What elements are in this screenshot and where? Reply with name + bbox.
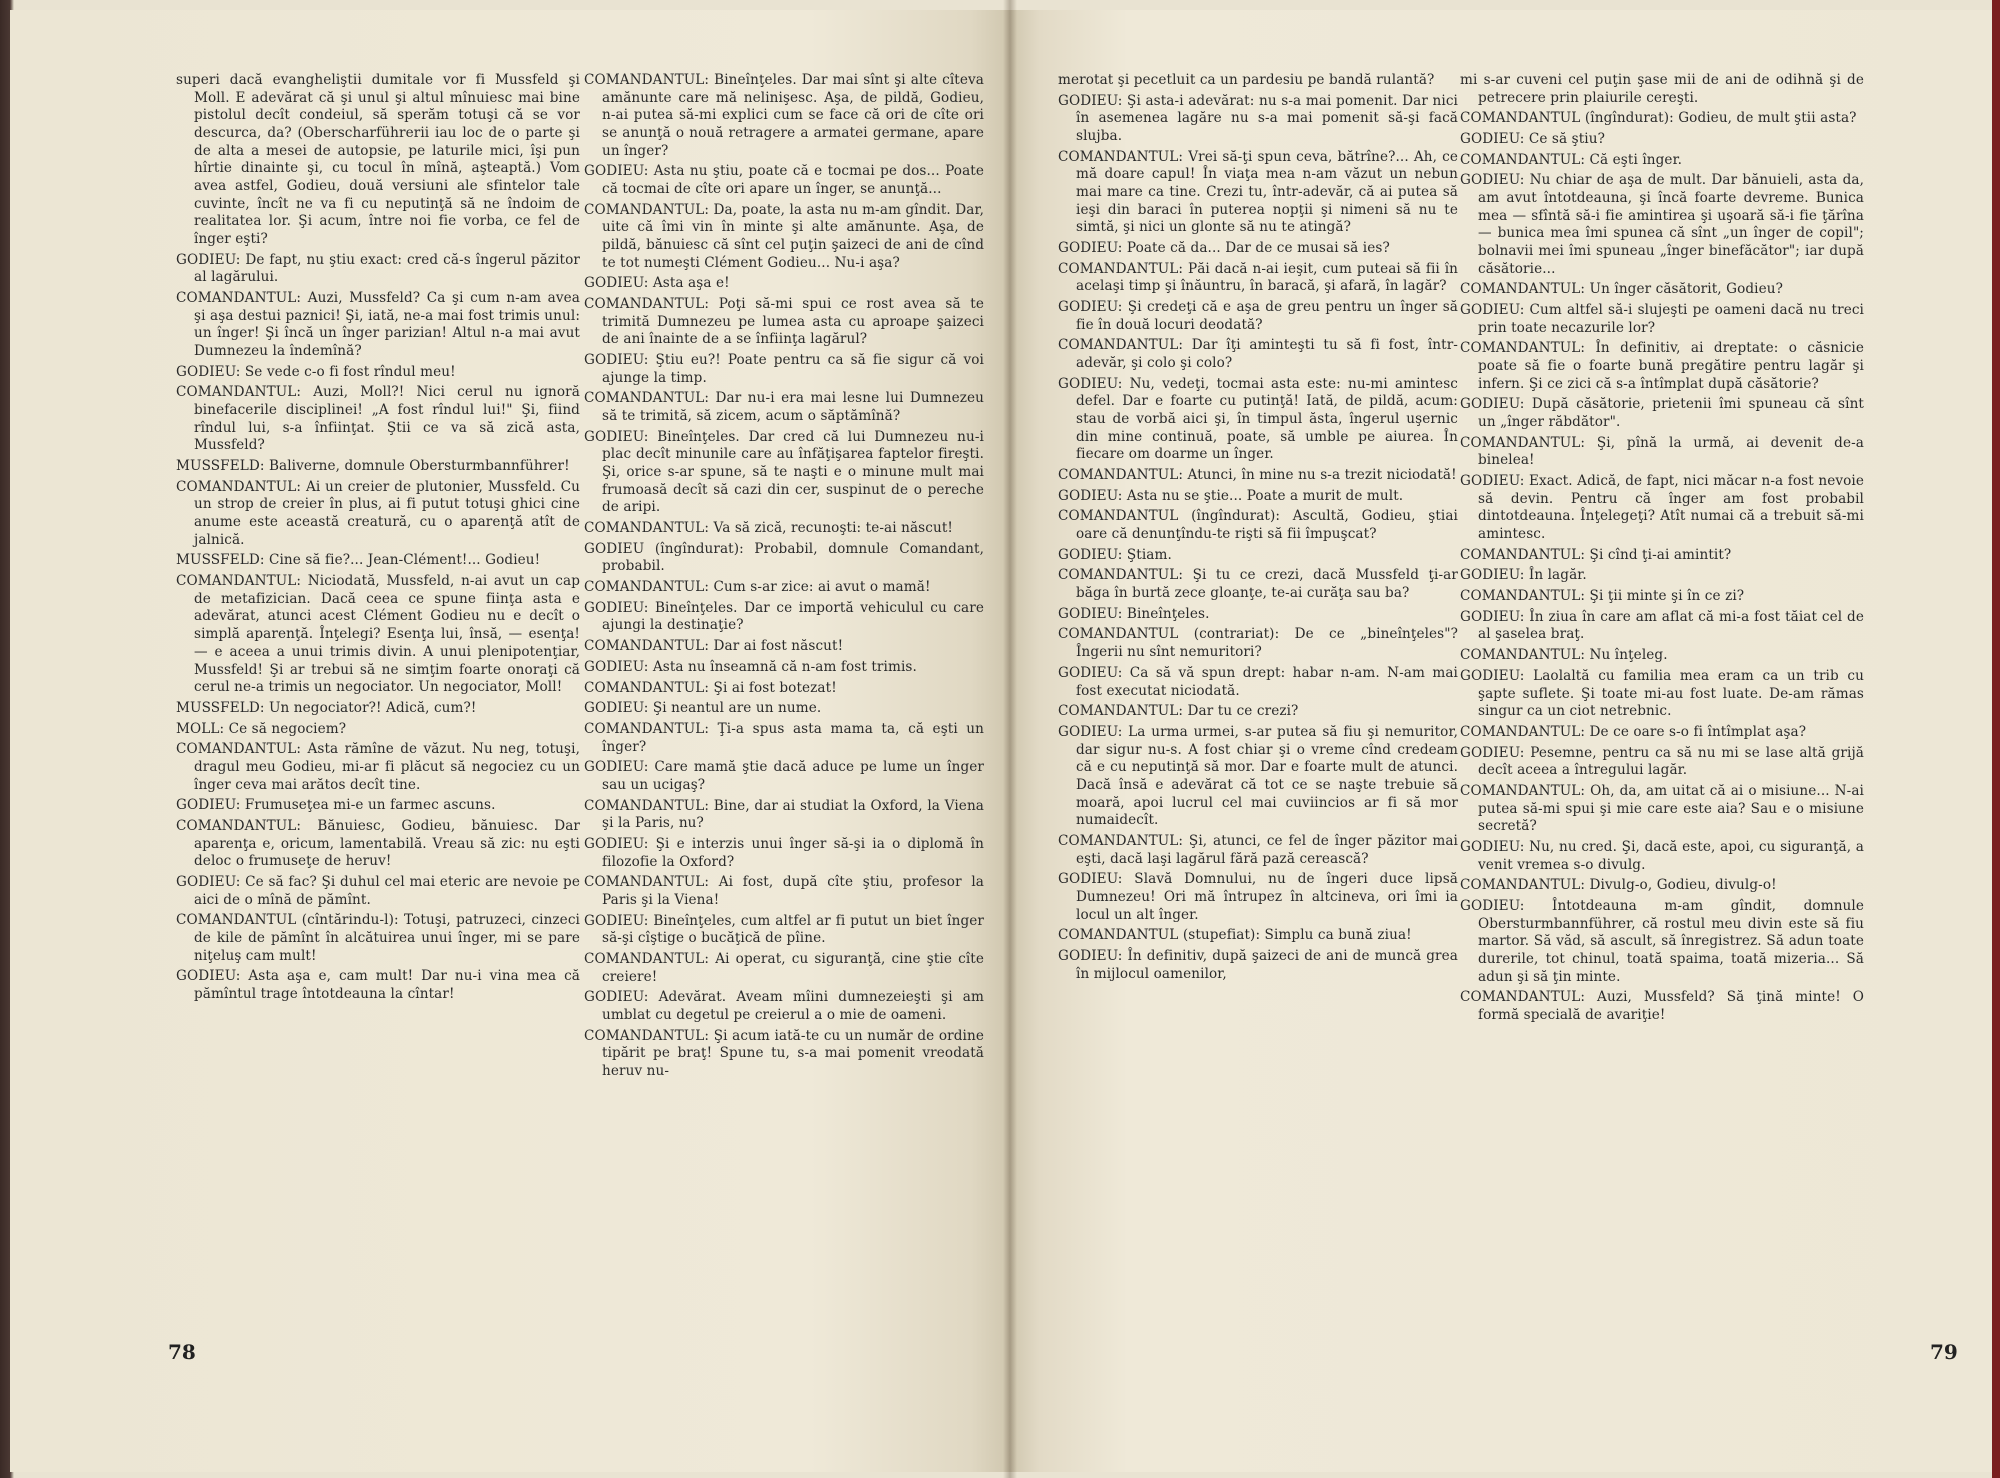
dialogue-paragraph: GODIEU: Şi e interzis unui înger să-şi ia o diplomă în filozofie la Oxford? <box>584 835 984 870</box>
dialogue-paragraph: GODIEU: Asta aşa e! <box>584 275 730 292</box>
dialogue-paragraph: COMANDANTUL: Bănuiesc, Godieu, bănuiesc. Dar aparenţa e, oricum, lamentabilă. Vreau să zic: nu eşti deloc o frumuseţe de heruv! <box>176 817 580 870</box>
dialogue-paragraph: GODIEU: Asta nu înseamnă că n-am fost trimis. <box>584 658 917 675</box>
dialogue-paragraph: GODIEU: Asta aşa e, cam mult! Dar nu-i vina mea că pămîntul trage întotdeauna la cîntar! <box>176 968 580 1002</box>
dialogue-paragraph: GODIEU: Bineînţeles, cum altfel ar fi putut un biet înger să-şi cîştige o bucăţică de pîine. <box>584 912 984 947</box>
dialogue-paragraph: COMANDANTUL: Şi acum iată-te cu un număr de ordine tipărit pe braţ! Spune tu, s-a mai pomenit vreodată heruv nu- <box>584 1027 984 1079</box>
dialogue-paragraph: GODIEU: Slavă Domnului, nu de îngeri duce lipsă Dumnezeu! Ori mă întrupez în altcineva, ori îmi ia locul un alt înger. <box>1058 871 1458 923</box>
dialogue-paragraph: COMANDANTUL: Un înger căsătorit, Godieu? <box>1460 281 1784 298</box>
dialogue-paragraph: COMANDANTUL: Şi, atunci, ce fel de înger păzitor mai eşti, dacă laşi lagărul fără pază cerească? <box>1058 832 1458 867</box>
dialogue-paragraph: GODIEU: Cum altfel să-i slujeşti pe oameni dacă nu treci prin toate necazurile lor? <box>1460 302 1864 336</box>
dialogue-paragraph: COMANDANTUL: De ce oare s-o fi întîmplat aşa? <box>1460 723 1807 740</box>
dialogue-paragraph: GODIEU: Pesemne, pentru ca să nu mi se lase altă grijă decît aceea a întregului lagăr. <box>1460 744 1864 779</box>
dialogue-paragraph: GODIEU: Care mamă ştie dacă aduce pe lume un înger sau un ucigaş? <box>584 759 984 793</box>
text-column-1 <box>176 72 580 1007</box>
dialogue-paragraph: MUSSFELD: Cine să fie?... Jean-Clément!... Godieu! <box>176 552 541 569</box>
text-column-3 <box>1058 72 1458 986</box>
dialogue-paragraph: GODIEU: Exact. Adică, de fapt, nici măcar n-a fost nevoie să devin. Pentru că înger am fost probabil dintotdeauna. Înţelegeţi? Atît numai că a trebuit să-mi amintesc. <box>1460 473 1864 543</box>
dialogue-paragraph: COMANDANTUL: Atunci, în mine nu s-a trezit niciodată! <box>1058 467 1457 484</box>
dialogue-paragraph: GODIEU: Întotdeauna m-am gîndit, domnule Obersturmbannführer, că rostul meu divin este să fiu martor. Să văd, să ascult, să înregistrez. Să adun toate durerile, tot chinul, toată spaima, toată mizeria... Să adun şi să ţin minte. <box>1460 897 1864 985</box>
dialogue-paragraph: superi dacă evangheliştii dumitale vor fi Mussfeld şi Moll. E adevărat că şi unul şi altul mînuiesc mai bine pistolul decît condeiul, să sperăm totuşi că se vor descurca, da? (Oberscharführerii iau loc de o parte şi de alta a mesei de autopsie, pe laturile mici, îşi pun hîrtie dinainte şi, cu tocul în mînă, aşteaptă.) Vom avea astfel, Godieu, două versiuni ale sfintelor tale cuvinte, încît ne va fi cu neputinţă să ne îndoim de realitatea lor. Şi acum, între noi fie vorba, ce fel de înger eşti? <box>176 72 580 248</box>
dialogue-paragraph: COMANDANTUL: Auzi, Mussfeld? Ca şi cum n-am avea şi aşa destui paznici! Şi, iată, ne-a mai fost trimis unul: un înger! Şi încă un înger parizian! Altul n-a mai avut Dumnezeu la îndemînă? <box>176 290 580 360</box>
dialogue-paragraph: COMANDANTUL: Ai fost, după cîte ştiu, profesor la Paris şi la Viena! <box>584 874 984 908</box>
dialogue-paragraph: COMANDANTUL: Bine, dar ai studiat la Oxford, la Viena şi la Paris, nu? <box>584 797 984 832</box>
dialogue-paragraph: COMANDANTUL (îngîndurat): Ascultă, Godieu, ştiai oare că denunţîndu-te rişti să fii împuşcat? <box>1058 508 1458 543</box>
dialogue-paragraph: GODIEU: După căsătorie, prietenii îmi spuneau că sînt un „înger răbdător". <box>1460 396 1864 431</box>
dialogue-paragraph: COMANDANTUL: Şi ţii minte şi în ce zi? <box>1460 588 1745 605</box>
dialogue-paragraph: COMANDANTUL (îngîndurat): Godieu, de mult ştii asta? <box>1460 110 1857 127</box>
dialogue-paragraph: COMANDANTUL: Nu înţeleg. <box>1460 647 1668 664</box>
dialogue-paragraph: COMANDANTUL: Auzi, Moll?! Nici cerul nu ignoră binefacerile disciplinei! „A fost rîndul lui!" Şi, fiind rîndul lui, s-a înfiinţat. Ştii ce va să zică asta, Mussfeld? <box>176 384 580 454</box>
left-page <box>10 10 1010 1472</box>
dialogue-paragraph: GODIEU (îngîndurat): Probabil, domnule Comandant, probabil. <box>584 540 984 575</box>
dialogue-paragraph: COMANDANTUL: Ţi-a spus asta mama ta, că eşti un înger? <box>584 720 984 755</box>
dialogue-paragraph: GODIEU: La urma urmei, s-ar putea să fiu şi nemuritor, dar sigur nu-s. A fost chiar şi o vreme cînd credeam că e cu neputinţă să mor. Dar e foarte mult de atunci. Dacă însă e adevărat că tot ce se naşte trebuie să moară, apoi lucrul cel mai cuviincios ar fi să mor numaidecît. <box>1058 723 1458 829</box>
dialogue-paragraph: COMANDANTUL: Ai un creier de plutonier, Mussfeld. Cu un strop de creier în plus, ai fi putut totuşi ghici cine anume este această creatură, cu o aparenţă atît de jalnică. <box>176 478 580 548</box>
dialogue-paragraph: COMANDANTUL: Vrei să-ţi spun ceva, bătrîne?... Ah, ce mă doare capul! În viaţa mea n-am văzut un nebun mai mare ca tine. Crezi tu, într-adevăr, că ai putea să ieşi din baraci în puterea nopţii şi nimeni să nu te simtă, şi nici un glonte să nu te atingă? <box>1058 148 1458 236</box>
dialogue-paragraph: GODIEU: Ştiam. <box>1058 546 1172 563</box>
dialogue-paragraph: GODIEU: Poate că da... Dar de ce musai să ies? <box>1058 240 1390 257</box>
dialogue-paragraph: GODIEU: Adevărat. Aveam mîini dumnezeieşti şi am umblat cu degetul pe creierul a o mie de oameni. <box>584 989 984 1023</box>
dialogue-paragraph: COMANDANTUL: Ai operat, cu siguranţă, cine ştie cîte creiere! <box>584 950 984 985</box>
dialogue-paragraph: GODIEU: Şi asta-i adevărat: nu s-a mai pomenit. Dar nici în asemenea lagăre nu s-a mai pomenit să-şi facă slujba. <box>1058 92 1458 145</box>
dialogue-paragraph: GODIEU: În lagăr. <box>1460 567 1587 584</box>
dialogue-paragraph: COMANDANTUL: Asta rămîne de văzut. Nu neg, totuşi, dragul meu Godieu, mi-ar fi plăcut să negociez cu un înger ceva mai arătos decît tine. <box>176 741 580 793</box>
dialogue-paragraph: COMANDANTUL: Păi dacă n-ai ieşit, cum puteai să fii în acelaşi timp şi înăuntru, în baracă, şi afară, în lagăr? <box>1058 260 1458 295</box>
dialogue-paragraph: COMANDANTUL: Da, poate, la asta nu m-am gîndit. Dar, uite că îmi vin în minte şi alte amănunte. Aşa, de pildă, bănuiesc că sînt cel puţin şaizeci de ani de cînd te tot numeşti Clément Godieu... Nu-i aşa? <box>584 201 984 271</box>
dialogue-paragraph: COMANDANTUL: Divulg-o, Godieu, divulg-o! <box>1460 877 1777 894</box>
dialogue-paragraph: GODIEU: Şi neantul are un nume. <box>584 700 822 717</box>
dialogue-paragraph: COMANDANTUL: Cum s-ar zice: ai avut o mamă! <box>584 579 931 596</box>
dialogue-paragraph: COMANDANTUL: Şi, pînă la urmă, ai devenit de-a binelea! <box>1460 434 1864 469</box>
dialogue-paragraph: MUSSFELD: Baliverne, domnule Obersturmbannführer! <box>176 458 570 475</box>
dialogue-paragraph: COMANDANTUL (stupefiat): Simplu ca bună ziua! <box>1058 927 1412 944</box>
dialogue-paragraph: GODIEU: Nu, vedeţi, tocmai asta este: nu-mi amintesc defel. Dar e foarte cu putinţă! Iată, de pildă, acum: stau de vorbă aici şi, în timpul ăsta, îngerul uşernic din mine continuă, poate, să umble pe aiurea. În fiecare om doarme un înger. <box>1058 375 1458 463</box>
dialogue-paragraph: COMANDANTUL: Dar ai fost născut! <box>584 638 844 655</box>
dialogue-paragraph: MUSSFELD: Un negociator?! Adică, cum?! <box>176 699 477 716</box>
dialogue-paragraph: COMANDANTUL: În definitiv, ai dreptate: o căsnicie poate să fie o foarte bună pregătire pentru lagăr şi infern. Şi ce zici că s-a întîmplat după căsătorie? <box>1460 340 1864 392</box>
dialogue-paragraph: COMANDANTUL: Niciodată, Mussfeld, n-ai avut un cap de metafizician. Dacă ceea ce spune fiinţa asta e adevărat, atunci acest Clément Godieu nu e decît o simplă aparenţă. Înţelegi? Esenţa lui, însă, — esenţa! — e aceea a unui trimis divin. A unui plenipotenţiar, Mussfeld! Şi ar trebui să ne simţim foarte onoraţi că cerul ne-a trimis un negociator. Un negociator, Moll! <box>176 573 580 696</box>
dialogue-paragraph: mi s-ar cuveni cel puţin şase mii de ani de odihnă şi de petrecere prin plaiurile cereşti. <box>1460 72 1864 106</box>
dialogue-paragraph: GODIEU: Laolaltă cu familia mea eram ca un trib cu şapte suflete. Şi toate mi-au fost luate. De-am rămas singur ca un ciot netrebnic. <box>1460 667 1864 720</box>
dialogue-paragraph: GODIEU: Frumuseţea mi-e un farmec ascuns. <box>176 797 496 814</box>
dialogue-paragraph: GODIEU: Bineînţeles. Dar cred că lui Dumnezeu nu-i plac decît minunile care au înfăţişarea faptelor fireşti. Şi, orice s-ar spune, să te naşti e o minune mult mai frumoasă decît să cazi din cer, suspinut de o pereche de aripi. <box>584 428 984 516</box>
dialogue-paragraph: GODIEU: Ce să fac? Şi duhul cel mai eteric are nevoie pe aici de o mînă de pămînt. <box>176 873 580 908</box>
dialogue-paragraph: GODIEU: Şi credeţi că e aşa de greu pentru un înger să fie în două locuri deodată? <box>1058 299 1458 333</box>
dialogue-paragraph: COMANDANTUL: Oh, da, am uitat că ai o misiune... N-ai putea să-mi spui şi mie care este aia? Sau e o misiune secretă? <box>1460 782 1864 835</box>
dialogue-paragraph: GODIEU: Ca să vă spun drept: habar n-am. N-am mai fost executat niciodată. <box>1058 664 1458 699</box>
dialogue-paragraph: COMANDANTUL: Dar tu ce crezi? <box>1058 703 1299 720</box>
dialogue-paragraph: COMANDANTUL: Auzi, Mussfeld? Să ţină minte! O formă specială de avariţie! <box>1460 989 1864 1023</box>
dialogue-paragraph: GODIEU: De fapt, nu ştiu exact: cred că-s îngerul păzitor al lagărului. <box>176 251 580 286</box>
page-number-right: 79 <box>1930 1340 1958 1364</box>
dialogue-paragraph: GODIEU: Bineînţeles. <box>1058 605 1210 622</box>
dialogue-paragraph: GODIEU: În ziua în care am aflat că mi-a fost tăiat cel de al şaselea braţ. <box>1460 608 1864 643</box>
page-number-left: 78 <box>168 1340 196 1364</box>
dialogue-paragraph: GODIEU: Nu, nu cred. Şi, dacă este, apoi, cu siguranţă, a venit vremea s-o divulg. <box>1460 838 1864 873</box>
dialogue-paragraph: GODIEU: Nu chiar de aşa de mult. Dar bănuieli, asta da, am avut întotdeauna, şi încă foarte devreme. Bunica mea — sfîntă să-i fie amintirea şi uşoară să-i fie ţărîna — bunica mea îmi spunea că sînt „un înger de copil"; bolnavii mei îmi spuneau „înger binefăcător"; iar după căsătorie... <box>1460 172 1864 277</box>
dialogue-paragraph: COMANDANTUL (cîntărindu-l): Totuşi, patruzeci, cinzeci de kile de pămînt în alcătuirea unui înger, mi se pare niţeluş cam mult! <box>176 912 580 964</box>
dialogue-paragraph: MOLL: Ce să negociem? <box>176 720 347 737</box>
dialogue-paragraph: GODIEU: Ce să ştiu? <box>1460 131 1605 148</box>
dialogue-paragraph: COMANDANTUL: Bineînţeles. Dar mai sînt şi alte cîteva amănunte care mă nelinişesc. Aşa, de pildă, Godieu, n-ai putea să-mi explici cum se face că ori de cîte ori se anunţă o nouă retragere a armatei germane, apare un înger? <box>584 72 984 159</box>
dialogue-paragraph: COMANDANTUL: Dar nu-i era mai lesne lui Dumnezeu să te trimită, să zicem, acum o săptămînă? <box>584 390 984 425</box>
dialogue-paragraph: COMANDANTUL: Dar îţi aminteşti tu să fi fost, într-adevăr, şi colo şi colo? <box>1058 337 1458 372</box>
dialogue-paragraph: COMANDANTUL: Şi ai fost botezat! <box>584 679 837 696</box>
dialogue-paragraph: GODIEU: Bineînţeles. Dar ce importă vehiculul cu care ajungi la destinaţie? <box>584 599 984 634</box>
dialogue-paragraph: GODIEU: Asta nu se ştie... Poate a murit de mult. <box>1058 487 1404 504</box>
book-cover-edge <box>1992 0 2000 1478</box>
dialogue-paragraph: merotat şi pecetluit ca un pardesiu pe bandă rulantă? <box>1058 72 1435 88</box>
dialogue-paragraph: GODIEU: Se vede c-o fi fost rîndul meu! <box>176 363 456 380</box>
book-gutter <box>1003 0 1017 1478</box>
text-column-4 <box>1460 72 1864 1028</box>
dialogue-paragraph: COMANDANTUL: Şi tu ce crezi, dacă Mussfeld ţi-ar băga în burtă zece gloanţe, te-ai curăţa sau ba? <box>1058 567 1458 602</box>
dialogue-paragraph: COMANDANTUL: Şi cînd ţi-ai amintit? <box>1460 546 1732 563</box>
dialogue-paragraph: COMANDANTUL: Poţi să-mi spui ce rost avea să te trimită Dumnezeu pe lumea asta cu aproape şaizeci de ani înainte de a se înfiinţa lagărul? <box>584 296 984 348</box>
dialogue-paragraph: GODIEU: Ştiu eu?! Poate pentru ca să fie sigur că voi ajunge la timp. <box>584 352 984 386</box>
text-column-2 <box>584 72 984 1084</box>
dialogue-paragraph: COMANDANTUL: Va să zică, recunoşti: te-ai născut! <box>584 520 953 537</box>
dialogue-paragraph: GODIEU: Asta nu ştiu, poate că e tocmai pe dos... Poate că tocmai de cîte ori apare un înger, se anunţă... <box>584 163 984 198</box>
dialogue-paragraph: GODIEU: În definitiv, după şaizeci de ani de muncă grea în mijlocul oamenilor, <box>1058 947 1458 982</box>
dialogue-paragraph: COMANDANTUL: Că eşti înger. <box>1460 151 1683 168</box>
dialogue-paragraph: COMANDANTUL (contrariat): De ce „bineînţeles"? Îngerii nu sînt nemuritori? <box>1058 626 1458 661</box>
right-page <box>1010 10 1992 1472</box>
